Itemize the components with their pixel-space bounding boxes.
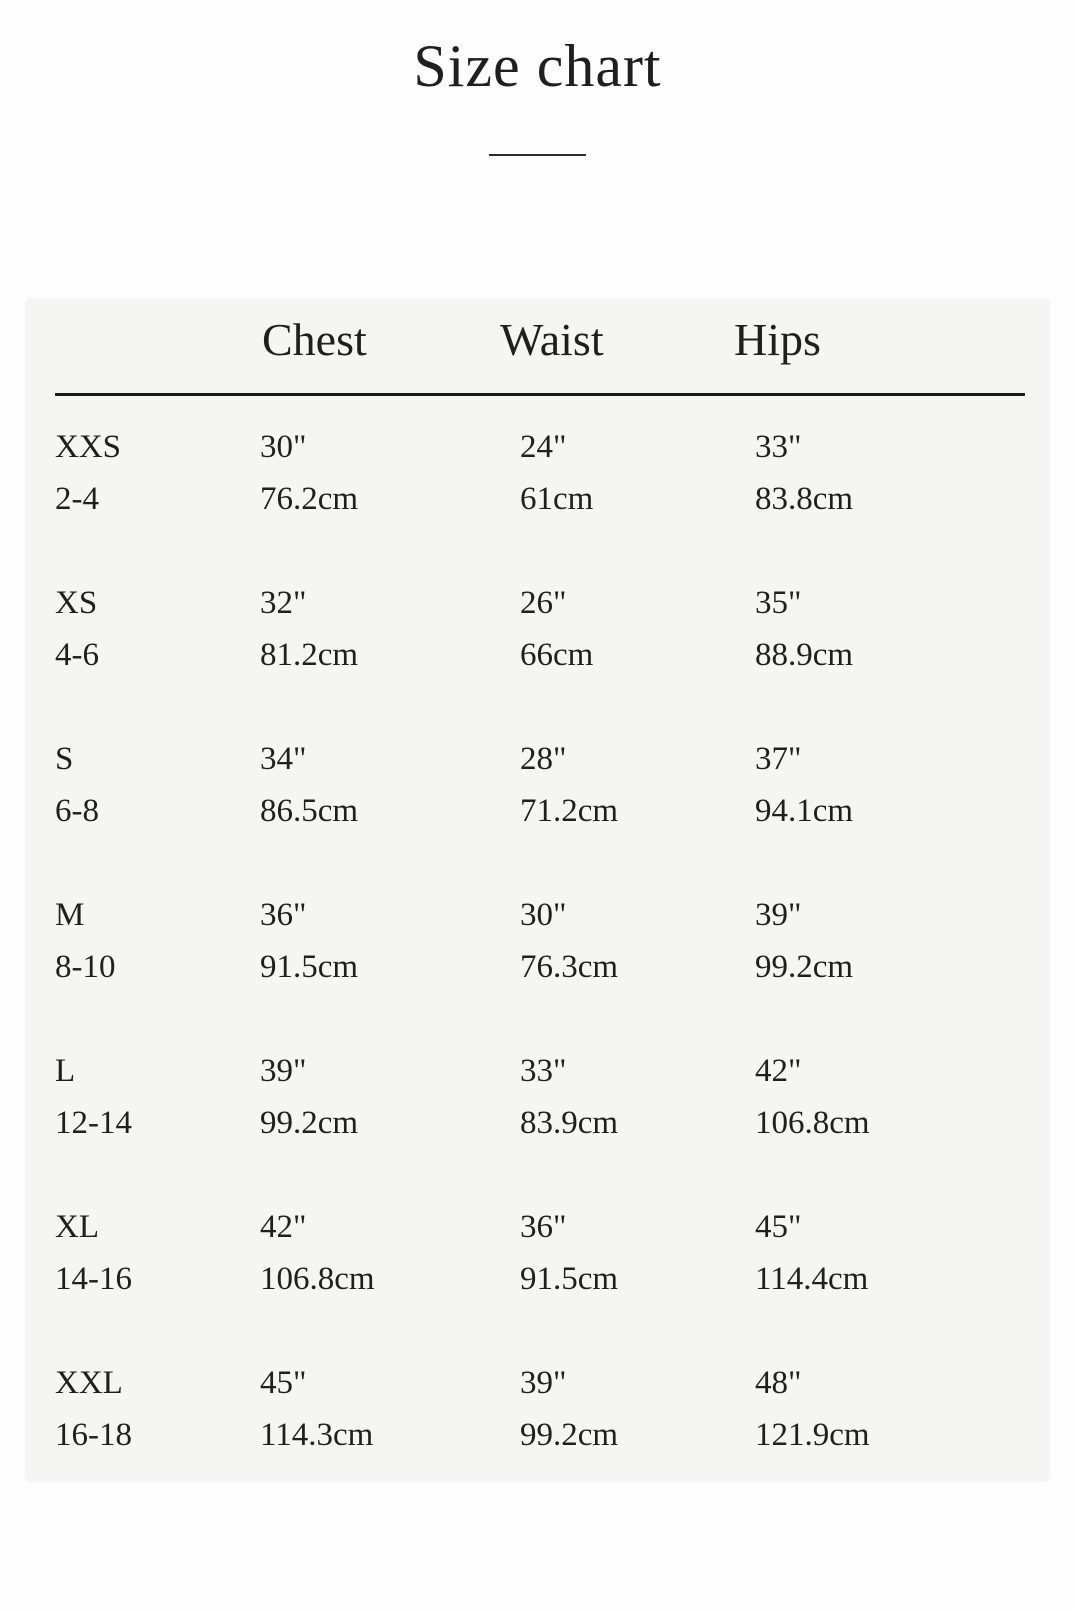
waist-cm: 99.2cm xyxy=(520,1417,619,1453)
size-label: XS xyxy=(55,585,98,621)
table-row xyxy=(25,1210,1050,1296)
table-row xyxy=(25,898,1050,984)
size-range: 8-10 xyxy=(55,949,116,985)
waist-inches: 26" xyxy=(520,585,567,621)
row-inches-line xyxy=(25,1366,1050,1418)
size-label: M xyxy=(55,897,85,933)
table-row xyxy=(25,430,1050,516)
waist-cm: 66cm xyxy=(520,637,594,673)
chest-cm: 81.2cm xyxy=(260,637,359,673)
size-range: 16-18 xyxy=(55,1417,132,1453)
waist-inches: 30" xyxy=(520,897,567,933)
table-row xyxy=(25,742,1050,828)
chest-inches: 42" xyxy=(260,1209,307,1245)
size-label: XXL xyxy=(55,1365,123,1401)
hips-inches: 42" xyxy=(755,1053,802,1089)
title-divider xyxy=(489,154,586,156)
waist-inches: 39" xyxy=(520,1365,567,1401)
chest-inches: 30" xyxy=(260,429,307,465)
hips-cm: 106.8cm xyxy=(755,1105,870,1141)
row-cm-line xyxy=(25,950,1050,984)
chest-cm: 76.2cm xyxy=(260,481,359,517)
hips-inches: 37" xyxy=(755,741,802,777)
chest-cm: 106.8cm xyxy=(260,1261,375,1297)
hips-cm: 94.1cm xyxy=(755,793,854,829)
waist-column-header: Waist xyxy=(500,314,604,365)
table-header-row xyxy=(55,298,1025,393)
chest-inches: 32" xyxy=(260,585,307,621)
size-range: 12-14 xyxy=(55,1105,132,1141)
waist-cm: 76.3cm xyxy=(520,949,619,985)
hips-cm: 88.9cm xyxy=(755,637,854,673)
waist-inches: 33" xyxy=(520,1053,567,1089)
hips-inches: 48" xyxy=(755,1365,802,1401)
waist-cm: 71.2cm xyxy=(520,793,619,829)
row-inches-line xyxy=(25,742,1050,794)
size-label: XXS xyxy=(55,429,122,465)
chest-cm: 86.5cm xyxy=(260,793,359,829)
size-range: 6-8 xyxy=(55,793,99,829)
row-cm-line xyxy=(25,482,1050,516)
hips-inches: 45" xyxy=(755,1209,802,1245)
hips-cm: 99.2cm xyxy=(755,949,854,985)
table-row xyxy=(25,1054,1050,1140)
hips-inches: 39" xyxy=(755,897,802,933)
size-label: XL xyxy=(55,1209,99,1245)
hips-inches: 35" xyxy=(755,585,802,621)
size-column-header xyxy=(55,312,262,367)
size-label: S xyxy=(55,741,74,777)
table-body xyxy=(25,430,1050,1452)
table-header-underline xyxy=(55,298,1025,396)
row-inches-line xyxy=(25,1210,1050,1262)
row-inches-line xyxy=(25,1054,1050,1106)
table-row xyxy=(25,586,1050,672)
hips-cm: 83.8cm xyxy=(755,481,854,517)
chest-cm: 99.2cm xyxy=(260,1105,359,1141)
hips-cm: 121.9cm xyxy=(755,1417,870,1453)
size-chart-card xyxy=(25,298,1050,1482)
hips-cm: 114.4cm xyxy=(755,1261,869,1297)
waist-cm: 83.9cm xyxy=(520,1105,619,1141)
row-cm-line xyxy=(25,1418,1050,1452)
hips-column-header: Hips xyxy=(734,314,821,365)
chest-cm: 91.5cm xyxy=(260,949,359,985)
chest-column-header: Chest xyxy=(262,314,367,365)
waist-cm: 91.5cm xyxy=(520,1261,619,1297)
waist-cm: 61cm xyxy=(520,481,594,517)
chest-inches: 34" xyxy=(260,741,307,777)
size-label: L xyxy=(55,1053,76,1089)
waist-inches: 24" xyxy=(520,429,567,465)
waist-inches: 28" xyxy=(520,741,567,777)
row-inches-line xyxy=(25,898,1050,950)
row-cm-line xyxy=(25,1262,1050,1296)
size-range: 4-6 xyxy=(55,637,99,673)
page-title: Size chart xyxy=(413,33,662,99)
table-row xyxy=(25,1366,1050,1452)
row-inches-line xyxy=(25,586,1050,638)
chest-inches: 45" xyxy=(260,1365,307,1401)
size-range: 14-16 xyxy=(55,1261,132,1297)
size-range: 2-4 xyxy=(55,481,99,517)
row-cm-line xyxy=(25,794,1050,828)
chest-inches: 36" xyxy=(260,897,307,933)
chest-inches: 39" xyxy=(260,1053,307,1089)
chest-cm: 114.3cm xyxy=(260,1417,374,1453)
row-cm-line xyxy=(25,638,1050,672)
row-cm-line xyxy=(25,1106,1050,1140)
hips-inches: 33" xyxy=(755,429,802,465)
row-inches-line xyxy=(25,430,1050,482)
waist-inches: 36" xyxy=(520,1209,567,1245)
